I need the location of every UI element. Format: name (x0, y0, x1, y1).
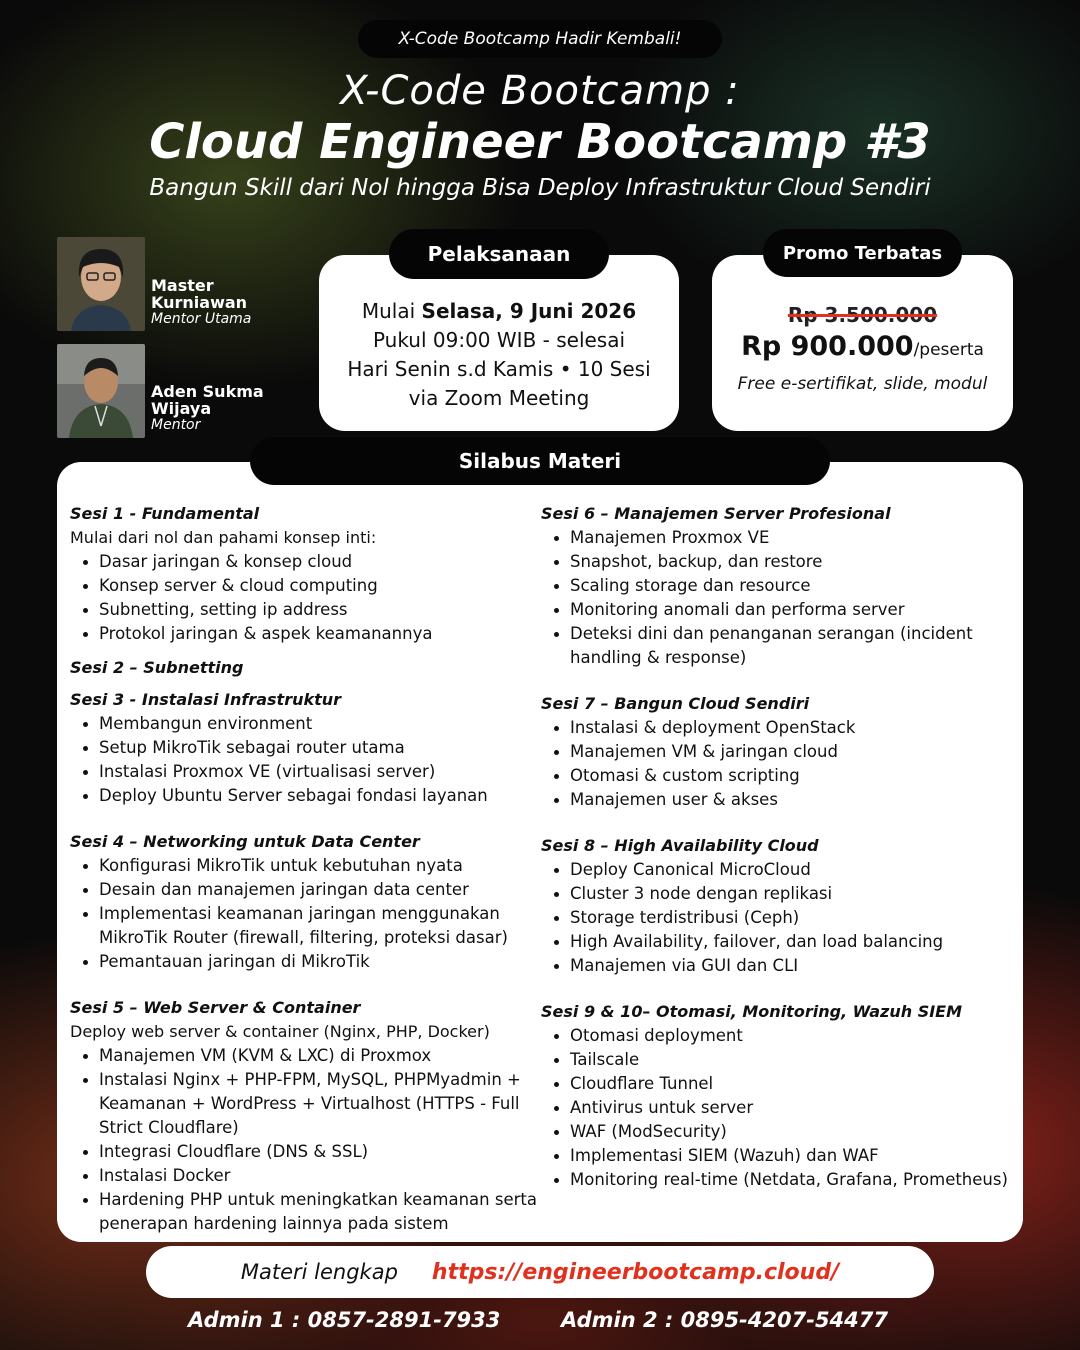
materials-link-pill[interactable] (146, 1246, 934, 1298)
mentor-2-info (151, 383, 264, 433)
session-1 (70, 502, 540, 646)
list-item: Manajemen user & akses (541, 788, 1011, 812)
syllabus-left-column (70, 502, 540, 1246)
list-item: Konsep server & cloud computing (70, 574, 540, 598)
execution-heading-text: Pelaksanaan (427, 242, 571, 266)
session-title: Sesi 9 & 10– Otomasi, Monitoring, Wazuh SIEM (541, 1002, 963, 1021)
list-item: Instalasi Docker (70, 1164, 540, 1188)
list-item: Antivirus untuk server (541, 1096, 1011, 1120)
syllabus-right-column (541, 502, 1011, 1202)
list-item: Tailscale (541, 1048, 1011, 1072)
session-title: Sesi 5 – Web Server & Container (70, 998, 361, 1017)
list-item: Integrasi Cloudflare (DNS & SSL) (70, 1140, 540, 1164)
materials-link-url[interactable]: https://engineerbootcamp.cloud/ (431, 1259, 840, 1285)
list-item: Manajemen Proxmox VE (541, 526, 1011, 550)
list-item: Otomasi deployment (541, 1024, 1011, 1048)
list-item: Subnetting, setting ip address (70, 598, 540, 622)
promo-note: Free e-sertifikat, slide, modul (737, 374, 988, 394)
list-item: Hardening PHP untuk meningkatkan keamanan serta penerapan hardening lainnya pada sistem (70, 1188, 540, 1236)
session-list (541, 526, 1011, 670)
title-line-1: X-Code Bootcamp : (340, 68, 740, 114)
page-title: Cloud Engineer Bootcamp #3 (149, 114, 931, 170)
promo-card (712, 255, 1013, 431)
session-5 (70, 996, 540, 1236)
list-item: Pemantauan jaringan di MikroTik (70, 950, 540, 974)
syllabus-heading (250, 437, 830, 485)
promo-new-price: Rp 900.000 (741, 331, 914, 362)
session-2 (70, 656, 540, 680)
session-4 (70, 830, 540, 974)
mentor-2-name-line2: Wijaya (151, 399, 212, 418)
list-item: Instalasi Nginx + PHP-FPM, MySQL, PHPMyadmin + Keamanan + WordPress + Virtualhost (HTTPS - Full Strict Cloudflare) (70, 1068, 540, 1140)
session-title: Sesi 2 – Subnetting (70, 658, 244, 677)
list-item: Instalasi Proxmox VE (virtualisasi server) (70, 760, 540, 784)
admin-1-contact[interactable]: Admin 1 : 0857-2891-7933 (188, 1308, 501, 1332)
mentor-1-info (151, 277, 251, 327)
list-item: Setup MikroTik sebagai router utama (70, 736, 540, 760)
list-item: Manajemen VM & jaringan cloud (541, 740, 1011, 764)
mentor-1-photo (57, 237, 145, 331)
mentor-1-role: Mentor Utama (151, 311, 252, 327)
session-intro: Mulai dari nol dan pahami konsep inti: (70, 528, 377, 547)
list-item: Cluster 3 node dengan replikasi (541, 882, 1011, 906)
session-list (541, 858, 1011, 978)
session-list (70, 550, 540, 646)
list-item: Implementasi SIEM (Wazuh) dan WAF (541, 1144, 1011, 1168)
materials-link-label: Materi lengkap (240, 1260, 398, 1284)
session-9-10 (541, 1000, 1011, 1192)
list-item: Membangun environment (70, 712, 540, 736)
tagline: Bangun Skill dari Nol hingga Bisa Deploy Infrastruktur Cloud Sendiri (149, 175, 931, 201)
list-item: Monitoring real-time (Netdata, Grafana, Prometheus) (541, 1168, 1011, 1192)
syllabus-heading-text: Silabus Materi (458, 449, 622, 473)
session-title: Sesi 8 – High Availability Cloud (541, 836, 819, 855)
mentor-1-name-line2: Kurniawan (151, 293, 248, 312)
session-title: Sesi 1 - Fundamental (70, 504, 260, 523)
session-title: Sesi 6 – Manajemen Server Profesional (541, 504, 891, 523)
execution-card (319, 255, 679, 431)
session-intro: Deploy web server & container (Nginx, PHP, Docker) (70, 1022, 490, 1041)
execution-start (319, 297, 679, 326)
list-item: Dasar jaringan & konsep cloud (70, 550, 540, 574)
session-list (541, 1024, 1011, 1192)
session-title: Sesi 4 – Networking untuk Data Center (70, 832, 420, 851)
execution-days: Hari Senin s.d Kamis • 10 Sesi (347, 357, 651, 381)
session-list (70, 712, 540, 808)
session-list (70, 854, 540, 974)
announcement-text: X-Code Bootcamp Hadir Kembali! (398, 29, 682, 49)
list-item: Cloudflare Tunnel (541, 1072, 1011, 1096)
session-8 (541, 834, 1011, 978)
list-item: Desain dan manajemen jaringan data center (70, 878, 540, 902)
list-item: Snapshot, backup, dan restore (541, 550, 1011, 574)
admin-2-contact[interactable]: Admin 2 : 0895-4207-54477 (561, 1308, 888, 1332)
list-item: High Availability, failover, dan load balancing (541, 930, 1011, 954)
list-item: Manajemen via GUI dan CLI (541, 954, 1011, 978)
list-item: Scaling storage dan resource (541, 574, 1011, 598)
execution-time: Pukul 09:00 WIB - selesai (372, 328, 626, 352)
session-title: Sesi 3 - Instalasi Infrastruktur (70, 690, 342, 709)
session-title: Sesi 7 – Bangun Cloud Sendiri (541, 694, 810, 713)
mentor-2-avatar-icon (57, 344, 145, 438)
execution-platform: via Zoom Meeting (408, 386, 590, 410)
promo-old-price: Rp 3.500.000 (787, 303, 938, 327)
mentor-2-role: Mentor (151, 417, 201, 433)
list-item: Deploy Ubuntu Server sebagai fondasi layanan (70, 784, 540, 808)
list-item: Implementasi keamanan jaringan menggunakan MikroTik Router (firewall, filtering, proteksi dasar) (70, 902, 540, 950)
promo-price-line (712, 331, 1013, 362)
promo-unit: /peserta (913, 340, 984, 360)
promo-heading-text: Promo Terbatas (782, 242, 943, 264)
list-item: Manajemen VM (KVM & LXC) di Proxmox (70, 1044, 540, 1068)
session-3 (70, 688, 540, 808)
list-item: Deteksi dini dan penanganan serangan (incident handling & response) (541, 622, 1011, 670)
list-item: Instalasi & deployment OpenStack (541, 716, 1011, 740)
execution-start-date: Selasa, 9 Juni 2026 (421, 299, 637, 323)
list-item: Storage terdistribusi (Ceph) (541, 906, 1011, 930)
execution-start-prefix: Mulai (361, 299, 422, 323)
mentor-2-photo (57, 344, 145, 438)
list-item: Otomasi & custom scripting (541, 764, 1011, 788)
list-item: Monitoring anomali dan performa server (541, 598, 1011, 622)
list-item: Deploy Canonical MicroCloud (541, 858, 1011, 882)
list-item: WAF (ModSecurity) (541, 1120, 1011, 1144)
session-7 (541, 692, 1011, 812)
session-6 (541, 502, 1011, 670)
session-list (541, 716, 1011, 812)
session-list (70, 1044, 540, 1236)
list-item: Konfigurasi MikroTik untuk kebutuhan nyata (70, 854, 540, 878)
list-item: Protokol jaringan & aspek keamanannya (70, 622, 540, 646)
mentor-1-avatar-icon (57, 237, 145, 331)
mentor-1-name-line1: Master (151, 276, 214, 295)
promo-heading (763, 229, 962, 277)
mentor-2-name-line1: Aden Sukma (151, 382, 264, 401)
top-announcement-pill (358, 20, 722, 58)
execution-heading (389, 229, 609, 279)
